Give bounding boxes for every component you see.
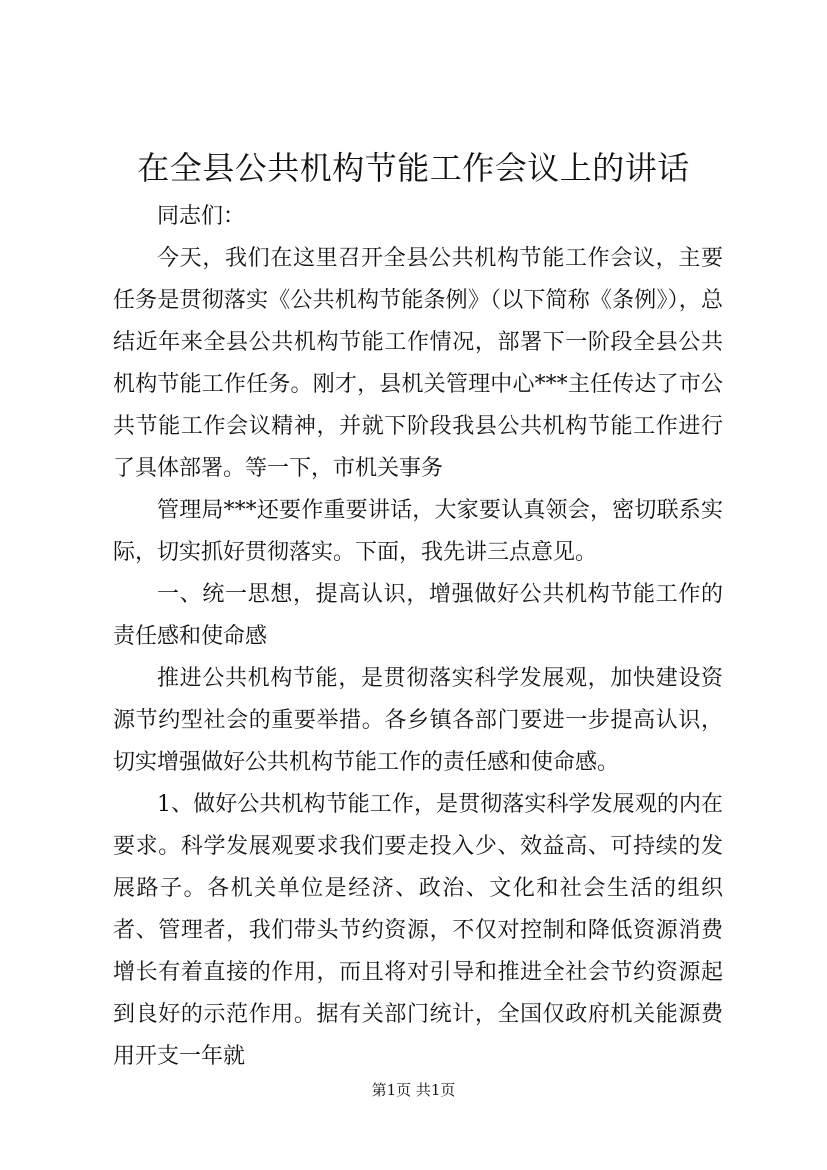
page-footer: 第1页 共1页 [371,1081,456,1099]
paragraph-3: 推进公共机构节能，是贯彻落实科学发展观，加快建设资源节约型社会的重要举措。各乡镇各部门要进一步提高认识，切实增强做好公共机构节能工作的责任感和使命感。 [113,666,723,775]
paragraph-2: 管理局***还要作重要讲话，大家要认真领会，密切联系实际，切实抓好贯彻落实。下面，我先讲三点意见。 [113,498,723,565]
document-title: 在全县公共机构节能工作会议上的讲话 [137,149,690,187]
paragraph-4: 1、做好公共机构节能工作，是贯彻落实科学发展观的内在要求。科学发展观要求我们要走投入少、效益高、可持续的发展路子。各机关单位是经济、政治、文化和社会生活的组织者、管理者，我们带头节约资源，不仅对控制和降低资源消费增长有着直接的作用，而且将对引导和推进全社会节约资源起到良好的示范作用。据有关部门统计，全国仅政府机关能源费用开支一年就 [113,792,723,1069]
document-body [113,196,723,1078]
paragraph-1: 今天，我们在这里召开全县公共机构节能工作会议，主要任务是贯彻落实《公共机构节能条例》（以下简称《条例》），总结近年来全县公共机构节能工作情况，部署下一阶段全县公共机构节能工作任务。刚才，县机关管理中心***主任传达了市公共节能工作会议精神，并就下阶段我县公共机构节能工作进行了具体部署。等一下，市机关事务 [113,246,723,481]
greeting-line: 同志们： [157,204,246,229]
section-heading-1: 一、统一思想，提高认识，增强做好公共机构节能工作的责任感和使命感 [113,582,723,649]
